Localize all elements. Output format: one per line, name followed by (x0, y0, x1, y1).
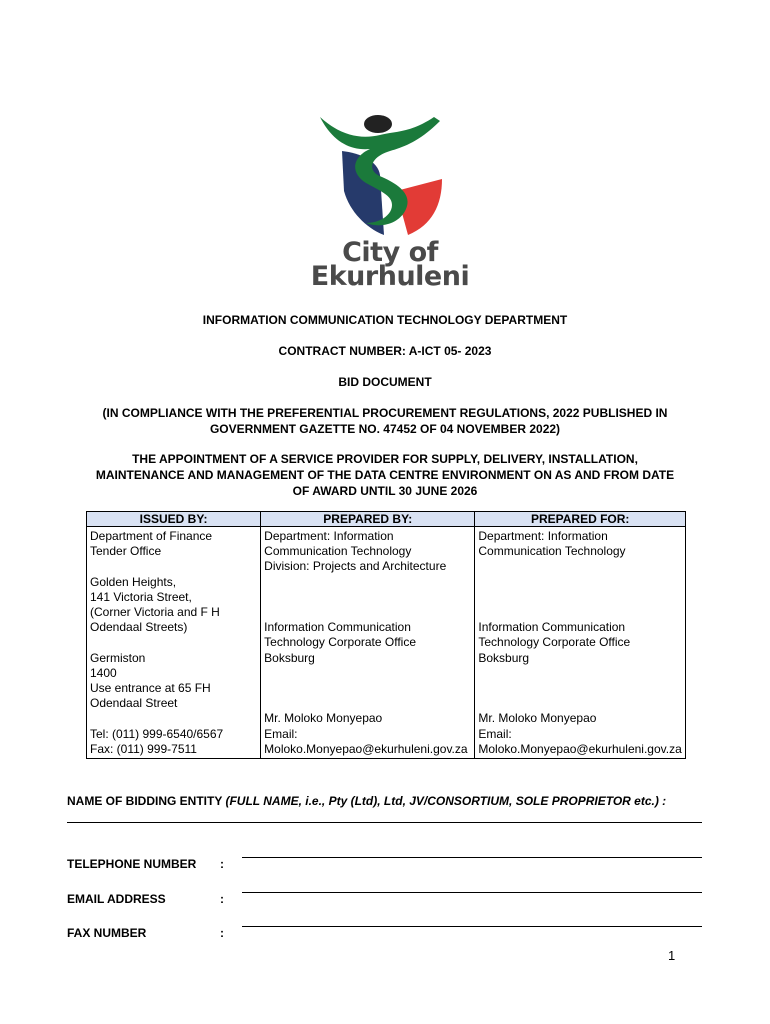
table-cell-line (478, 605, 682, 620)
fax-colon: : (220, 926, 224, 940)
table-cell-line: Email: (264, 726, 298, 741)
issuer-info-table (86, 511, 686, 759)
bidding-entity-title: NAME OF BIDDING ENTITY (67, 794, 223, 808)
table-cell-line: Information Communication (264, 620, 411, 635)
table-cell-line: (Corner Victoria and F H (90, 605, 220, 619)
bidding-entity-label (67, 793, 666, 809)
document-type: BID DOCUMENT (338, 375, 432, 389)
table-cell-line: Information Communication (478, 620, 626, 635)
table-cell-line: Tender Office (90, 544, 162, 559)
table-cell-line: Golden Heights, (90, 574, 177, 589)
table-cell-line (264, 666, 471, 681)
table-cell-line: Moloko.Monyepao@ekurhuleni.gov.za (478, 741, 682, 756)
table-cell-line: Department: Information (264, 529, 394, 543)
fax-line[interactable] (242, 926, 702, 927)
email-line[interactable] (242, 892, 702, 893)
table-cell-line (478, 666, 682, 681)
table-cell-line (90, 559, 257, 574)
table-cell-line (264, 575, 471, 590)
header-prepared-for: PREPARED FOR: (475, 512, 686, 527)
table-cell-line: Mr. Moloko Monyepao (478, 711, 597, 726)
table-cell-line (478, 696, 682, 711)
appointment-line-2: MAINTENANCE AND MANAGEMENT OF THE DATA CENTRE ENVIRONMENT ON AS AND FROM DATE (95, 468, 675, 482)
table-cell-line: 141 Victoria Street, (90, 589, 192, 604)
table-cell-line: Technology Corporate Office (264, 635, 417, 650)
table-cell-line (264, 590, 471, 605)
table-cell-line: Department of Finance (90, 529, 213, 543)
prepared-for-cell (475, 527, 686, 759)
email-label: EMAIL ADDRESS (67, 892, 166, 906)
table-cell-line (90, 711, 257, 726)
logo-text-ekurhuleni: Ekurhuleni (310, 261, 470, 292)
table-cell-line: Email: (478, 726, 512, 741)
header-prepared-by: PREPARED BY: (261, 512, 475, 527)
table-cell-line: Communication Technology (264, 544, 412, 559)
table-cell-line: Moloko.Monyepao@ekurhuleni.gov.za (264, 741, 468, 756)
table-cell-line (264, 696, 471, 711)
table-cell-line: Division: Projects and Architecture (264, 559, 447, 574)
email-colon: : (220, 892, 224, 906)
table-cell-line (478, 590, 682, 605)
table-cell-line (478, 681, 682, 696)
table-cell-line: Communication Technology (478, 544, 626, 559)
logo-text-city-of: City of (342, 237, 438, 268)
telephone-colon: : (220, 857, 224, 871)
logo-figure-icon (300, 95, 480, 245)
table-cell-line (90, 635, 257, 650)
table-cell-line: Mr. Moloko Monyepao (264, 711, 383, 726)
table-cell-line: Odendaal Streets) (90, 620, 188, 635)
page-number: 1 (668, 948, 676, 963)
table-cell-line: Fax: (011) 999-7511 (90, 741, 197, 756)
table-cell-line: Odendaal Street (90, 696, 178, 711)
telephone-line[interactable] (242, 857, 702, 858)
compliance-statement (80, 405, 690, 437)
table-cell-line: Tel: (011) 999-6540/6567 (90, 726, 224, 741)
compliance-line-2: GOVERNMENT GAZETTE NO. 47452 OF 04 NOVEMBER 2022) (209, 422, 561, 436)
table-cell-line (478, 575, 682, 590)
table-cell-line: Use entrance at 65 FH (90, 681, 211, 695)
bidding-entity-line[interactable] (67, 822, 702, 823)
prepared-by-cell (261, 527, 475, 759)
table-cell-line: Technology Corporate Office (478, 635, 631, 650)
fax-label: FAX NUMBER (67, 926, 147, 940)
table-cell-line (264, 681, 471, 696)
department-heading: INFORMATION COMMUNICATION TECHNOLOGY DEPARTMENT (202, 313, 568, 327)
table-cell-line: Germiston (90, 650, 146, 665)
appointment-title (80, 451, 690, 499)
table-cell-line: Boksburg (264, 650, 315, 665)
contract-number: CONTRACT NUMBER: A-ICT 05- 2023 (278, 344, 492, 358)
table-cell-line: Department: Information (478, 529, 608, 543)
appointment-line-3: OF AWARD UNTIL 30 JUNE 2026 (292, 484, 478, 498)
compliance-line-1: (IN COMPLIANCE WITH THE PREFERENTIAL PROCUREMENT REGULATIONS, 2022 PUBLISHED IN (102, 406, 668, 420)
appointment-line-1: THE APPOINTMENT OF A SERVICE PROVIDER FOR SUPPLY, DELIVERY, INSTALLATION, (132, 452, 638, 466)
bidding-entity-hint: (FULL NAME, i.e., Pty (Ltd), Ltd, JV/CONSORTIUM, SOLE PROPRIETOR etc.) : (225, 794, 667, 808)
issued-by-cell (87, 527, 261, 759)
telephone-label: TELEPHONE NUMBER (67, 857, 197, 871)
header-issued-by: ISSUED BY: (87, 512, 261, 527)
table-cell-line: Boksburg (478, 650, 530, 665)
table-cell-line (264, 605, 471, 620)
table-cell-line (478, 559, 682, 574)
table-cell-line: 1400 (90, 665, 117, 680)
city-of-ekurhuleni-logo (300, 95, 480, 300)
